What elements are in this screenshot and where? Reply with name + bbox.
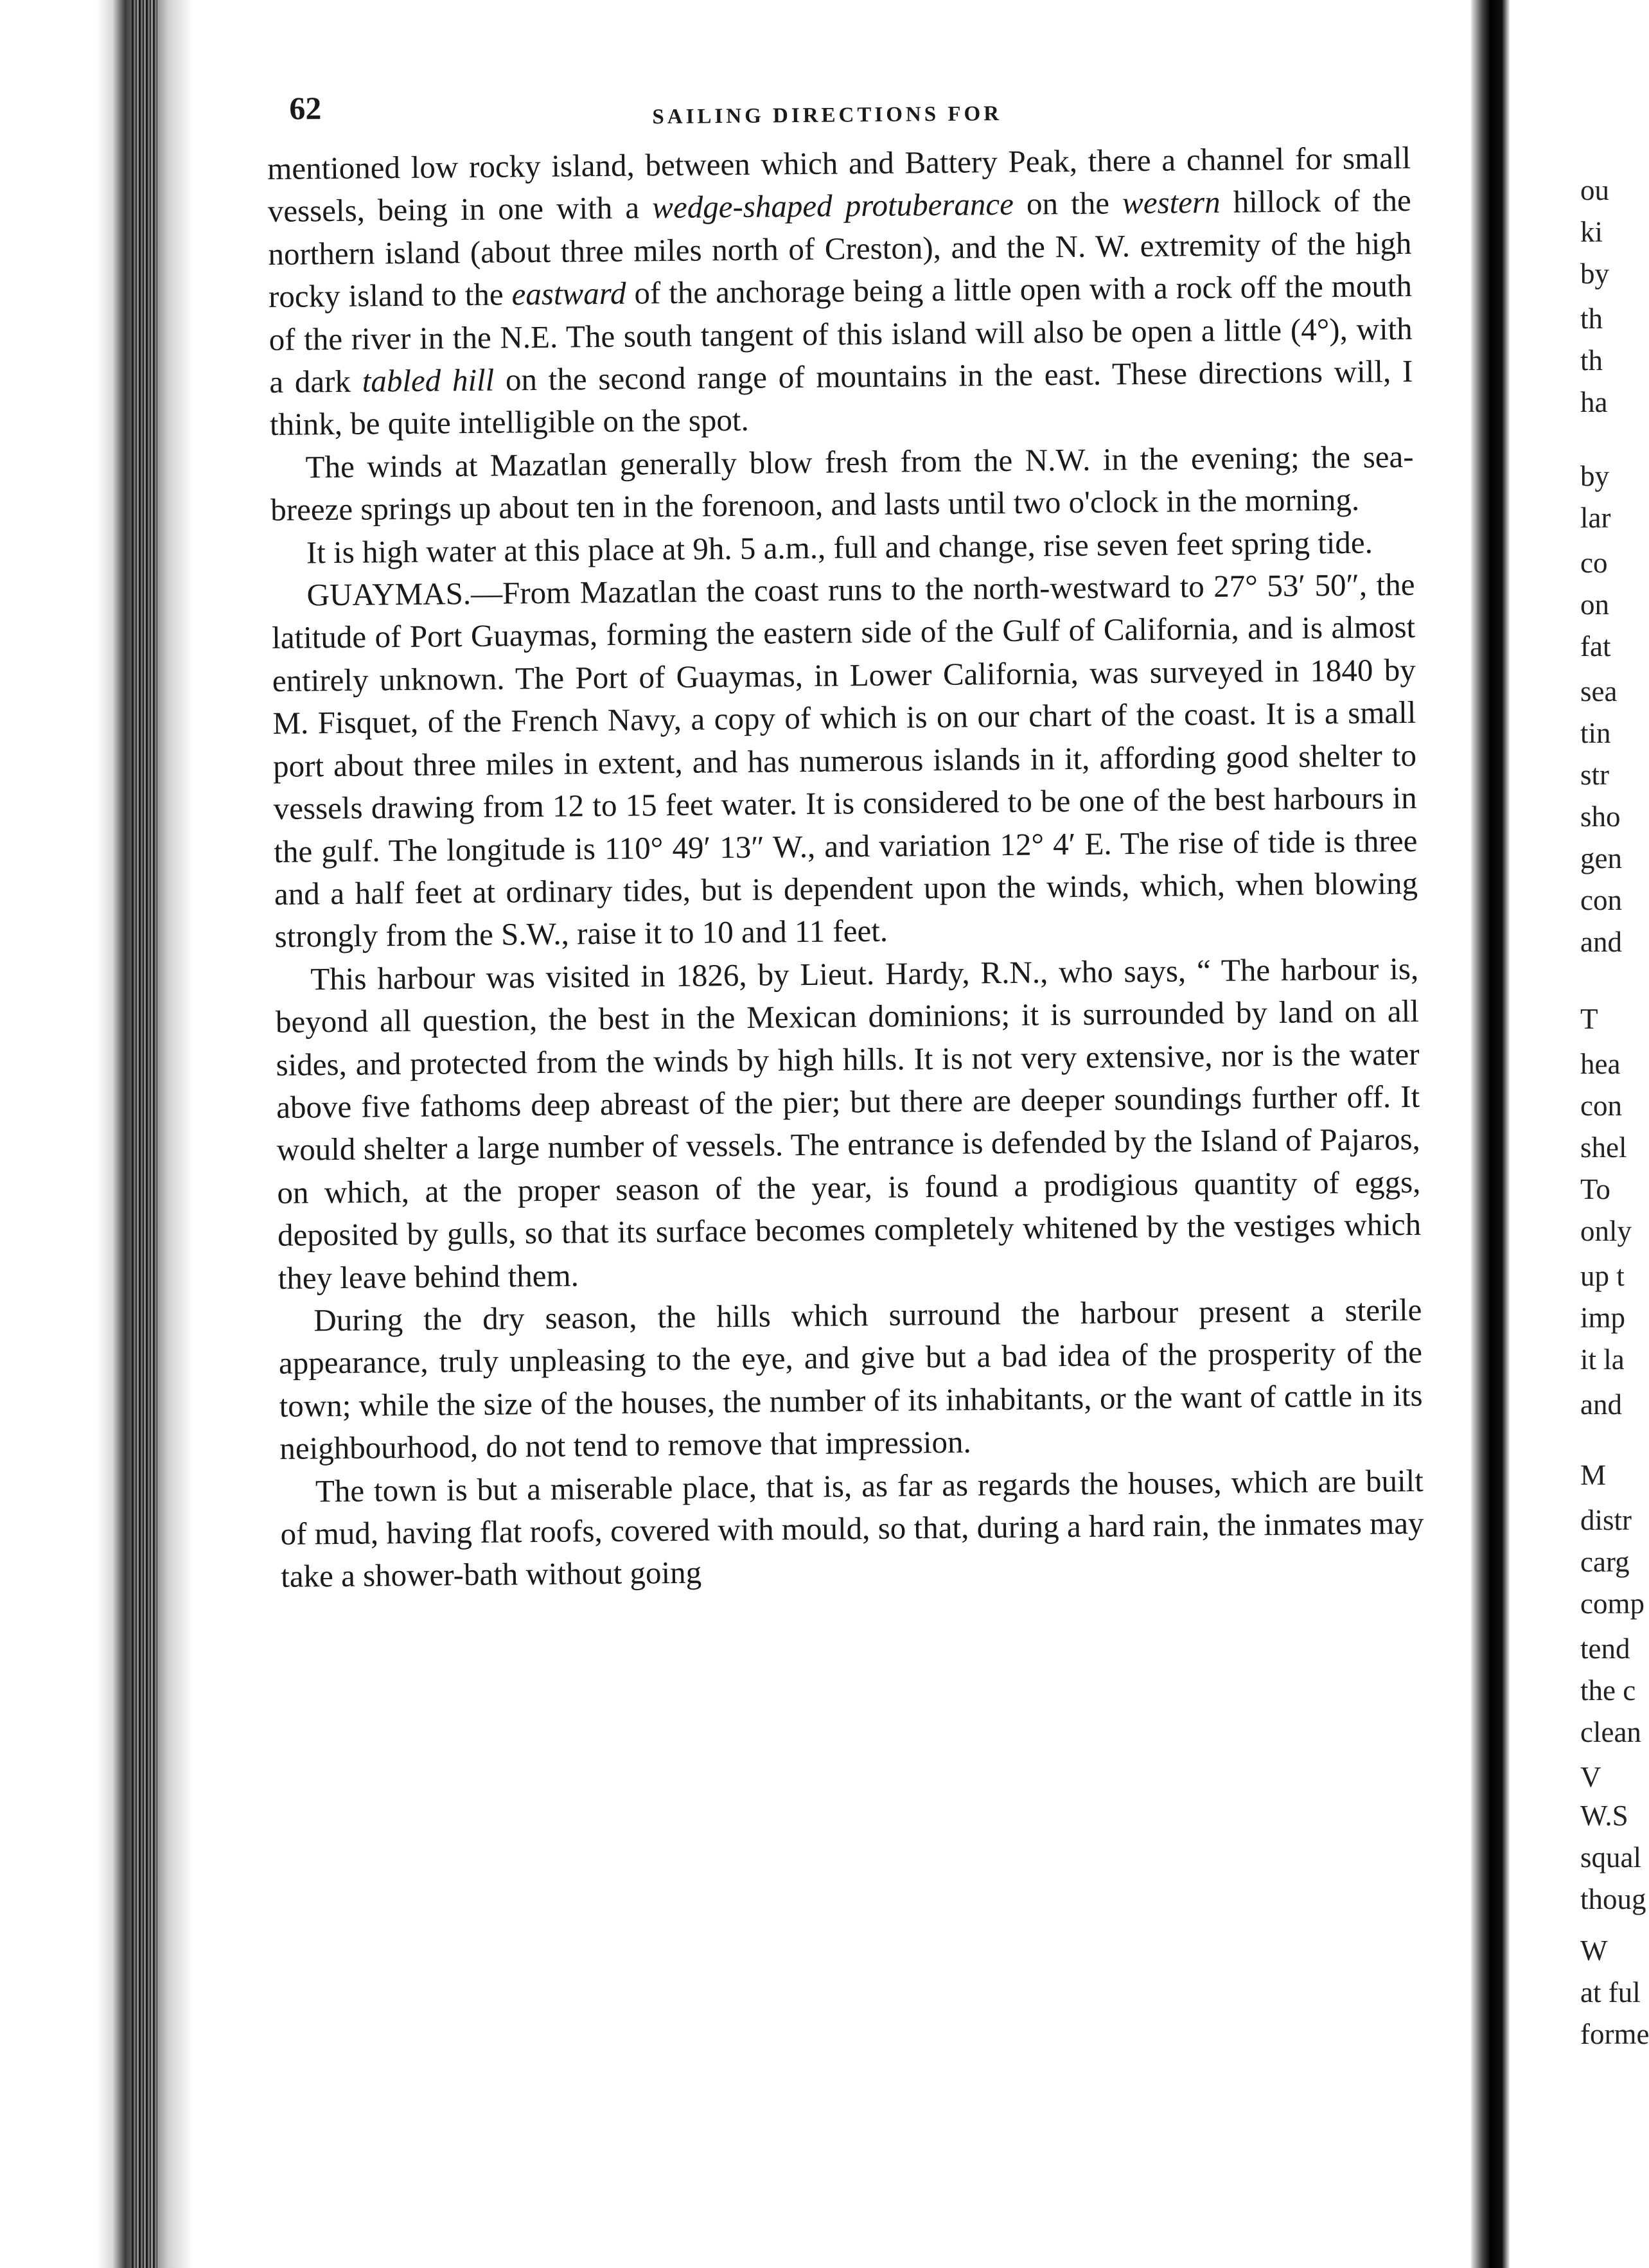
facing-page: [1510, 0, 1649, 2268]
text-run: GUAYMAS.—From Mazatlan the coast runs to the north-westward to 27° 53′ 50″, the latitude of Port Guaymas, forming the eastern side of the Gulf of California, and is almost entirely unknown. The Port of Guaymas, in Lower California, was surveyed in 1840 by M. Fisquet, of the French Navy, a copy of which is on our chart of the coast. It is a small port about three miles in extent, and has numerous islands in it, affording good shelter to vessels drawing from 12 to 15 feet water. It is considered to be one of the best harbours in the gulf. The longitude is 110° 49′ 13″ W., and variation 12° 4′ E. The rise of tide is three and a half feet at ordinary tides, but is dependent upon the winds, which, when blowing strongly from the S.W., raise it to 10 and 11 feet.: [271, 566, 1418, 955]
paragraph: [270, 436, 1414, 532]
page-header: [267, 78, 1456, 148]
facing-page-fragment: up t: [1580, 1260, 1625, 1292]
facing-page-fragment: ha: [1580, 386, 1608, 418]
facing-page-fragment: V: [1580, 1761, 1601, 1793]
italic-text: tabled hill: [362, 362, 495, 399]
facing-page-fragment: hea: [1580, 1048, 1621, 1080]
paragraph: [280, 1459, 1425, 1598]
facing-page-fragment: by: [1580, 460, 1609, 492]
text-run: on the second range of mountains in the east. These directions will, I think, be quite intelligible on the spot.: [269, 353, 1413, 443]
book-gutter: [0, 0, 193, 2268]
facing-page-fragment: and: [1580, 1388, 1622, 1421]
facing-page-fragment: on: [1580, 589, 1609, 621]
facing-page-fragment: and: [1580, 926, 1622, 958]
facing-page-fragment: imp: [1580, 1302, 1626, 1334]
facing-page-fragment: lar: [1580, 502, 1611, 534]
facing-page-fragment: sho: [1580, 801, 1621, 833]
facing-page-fragment: the c: [1580, 1674, 1636, 1706]
book-page: [267, 78, 1469, 1598]
facing-page-fragment: thoug: [1580, 1883, 1646, 1915]
facing-page-fragment: clean: [1580, 1716, 1641, 1748]
text-run: The winds at Mazatlan generally blow fresh from the N.W. in the evening; the sea-breeze springs up about ten in the forenoon, and lasts until two o'clock in the morning.: [270, 438, 1414, 528]
body-text: [267, 137, 1425, 1599]
facing-page-fragment: con: [1580, 1090, 1622, 1122]
facing-page-fragment: fat: [1580, 630, 1611, 662]
facing-page-fragment: shel: [1580, 1131, 1627, 1164]
facing-page-fragment: th: [1580, 303, 1603, 335]
facing-page-fragment: W.S: [1580, 1800, 1628, 1832]
facing-page-fragment: co: [1580, 547, 1608, 579]
text-run: This harbour was visited in 1826, by Lieut. Hardy, R.N., who says, “ The harbour is, beyond all question, the best in the Mexican dominions; it is surrounded by land on all sides, and protected from the winds by high hills. It is not very extensive, nor is the water above five fathoms deep abreast of the pier; but there are deeper soundings further off. It would shelter a large number of vessels. The entrance is defended by the Island of Pajaros, on which, at the proper season of the year, is found a prodigious quantity of eggs, deposited by gulls, so that its surface becomes completely whitened by the vestiges which they leave behind them.: [275, 950, 1422, 1296]
text-run: on the: [1013, 185, 1123, 222]
text-run: The town is but a miserable place, that is, as far as regards the houses, which are built of mud, having flat roofs, covered with mould, so that, during a hard rain, the inmates may take a shower-bath without going: [280, 1462, 1424, 1595]
facing-page-fragment: tin: [1580, 717, 1611, 749]
facing-page-fragment: comp: [1580, 1588, 1645, 1620]
facing-page-fragment: To: [1580, 1173, 1610, 1205]
running-head: SAILING DIRECTIONS FOR: [652, 102, 1003, 129]
paragraph: [278, 1289, 1423, 1471]
facing-page-fragment: forme: [1580, 2018, 1649, 2050]
italic-text: wedge-shaped protuberance: [651, 186, 1014, 226]
facing-page-fragment: tend: [1580, 1633, 1630, 1665]
text-run: It is high water at this place at 9h. 5 a.m., full and change, rise seven feet spring tide.: [306, 524, 1373, 571]
facing-page-fragment: only: [1580, 1215, 1632, 1247]
page-edges: [132, 0, 157, 2268]
italic-text: western: [1122, 184, 1221, 221]
facing-page-fragment: sea: [1580, 675, 1618, 707]
text-run: of the anchorage being a little open with a rock off the mouth of the river in the N.E. The south tangent of this island will also be open a little (4°), with a dark: [269, 268, 1413, 400]
text-run: mentioned low rocky island, between which and Battery Peak, there a channel for small vessels, being in one with a: [267, 139, 1411, 229]
facing-page-fragment: squal: [1580, 1841, 1641, 1874]
facing-page-fragment: W: [1580, 1935, 1608, 1967]
paragraph: [275, 948, 1422, 1300]
facing-page-fragment: ki: [1580, 216, 1603, 248]
facing-page-fragment: it la: [1580, 1343, 1625, 1376]
facing-page-fragment: distr: [1580, 1504, 1632, 1536]
facing-page-fragment: str: [1580, 759, 1609, 791]
text-run: During the dry season, the hills which surround the harbour present a sterile appearance, truly unpleasing to the eye, and give but a bad idea of the prosperity of the town; while the size of the houses, the number of its inhabitants, or the want of cattle in its neighbourhood, do not tend to remove that impression.: [278, 1291, 1423, 1467]
facing-page-fragment: gen: [1580, 842, 1622, 874]
paragraph: [271, 563, 1418, 959]
facing-page-fragment: carg: [1580, 1546, 1630, 1578]
page-fold: [1471, 0, 1510, 2268]
facing-page-fragment: ou: [1580, 174, 1609, 206]
text-run: hillock of the northern island (about three miles north of Creston), and the N. W. extremity of the high rocky island to the: [268, 182, 1412, 315]
facing-page-fragment: con: [1580, 884, 1622, 916]
paragraph: [267, 137, 1413, 447]
italic-text: eastward: [511, 275, 626, 312]
facing-page-fragment: at ful: [1580, 1976, 1641, 2008]
page-number: 62: [289, 90, 322, 127]
facing-page-fragment: M: [1580, 1459, 1607, 1491]
facing-page-fragment: th: [1580, 344, 1603, 377]
facing-page-fragment: T: [1580, 1003, 1598, 1035]
facing-page-fragment: by: [1580, 258, 1609, 290]
